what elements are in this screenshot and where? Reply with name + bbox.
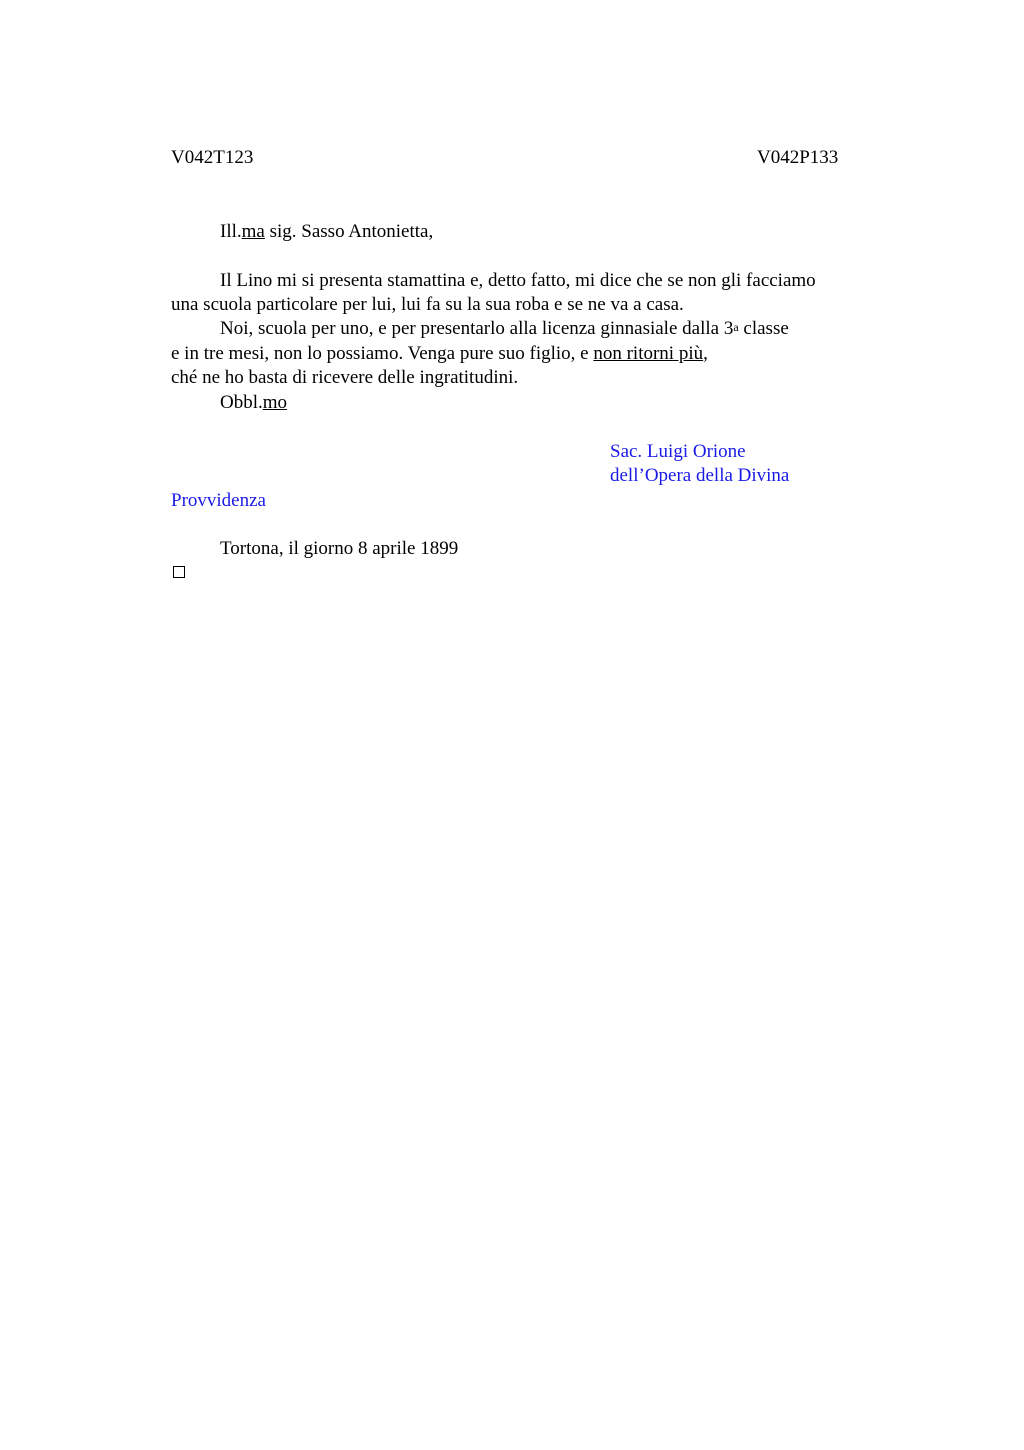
document-code-right: V042P133 (757, 147, 839, 168)
p2-line2-tail: , (703, 343, 708, 364)
salutation-rest: sig. Sasso Antonietta, (264, 221, 434, 242)
salutation-abbrev: ma (241, 221, 265, 242)
paragraph-2-line-2 (171, 342, 708, 366)
p2-line2-text: e in tre mesi, non lo possiamo. Venga pure suo figlio, e (171, 343, 594, 364)
p2-line1-tail: classe (738, 318, 789, 339)
signature-line-2: dell’Opera della Divina (610, 465, 790, 486)
checkbox-icon (173, 566, 185, 578)
salutation-prefix: Ill. (220, 221, 242, 242)
p2-line1-text: Noi, scuola per uno, e per presentarlo alla licenza ginnasiale dalla 3 (220, 318, 734, 339)
closing (220, 391, 287, 415)
closing-abbrev: mo (262, 392, 288, 413)
dateline: Tortona, il giorno 8 aprile 1899 (220, 538, 459, 559)
closing-prefix: Obbl. (220, 392, 263, 413)
signature-line-3: Provvidenza (171, 490, 266, 511)
p2-line2-underlined: non ritorni più (593, 343, 704, 364)
paragraph-1-line-2: una scuola particolare per lui, lui fa su la sua roba e se ne va a casa. (171, 294, 684, 315)
paragraph-2-line-3: ché ne ho basta di ricevere delle ingratitudini. (171, 367, 519, 388)
salutation (220, 220, 433, 244)
paragraph-1-line-1: Il Lino mi si presenta stamattina e, detto fatto, mi dice che se non gli facciamo (220, 270, 816, 291)
document-code-left: V042T123 (171, 147, 254, 168)
ordinal-superscript: a (733, 320, 739, 334)
signature-line-1: Sac. Luigi Orione (610, 441, 746, 462)
paragraph-2-line-1 (220, 317, 789, 341)
